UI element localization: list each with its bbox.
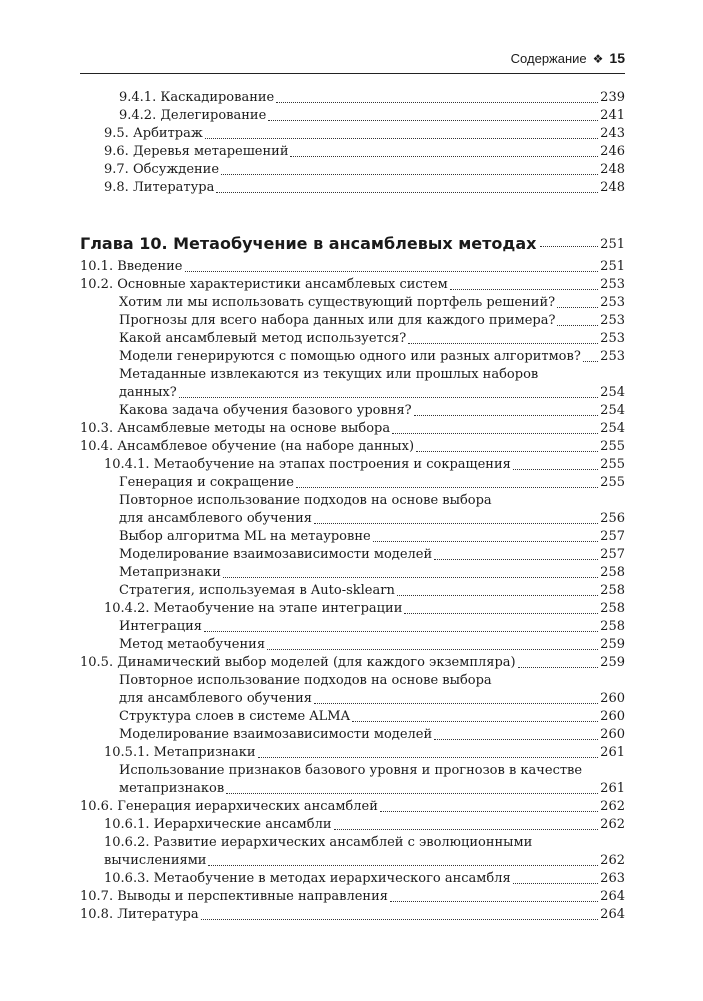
leader-dots <box>223 577 598 578</box>
toc-entry[interactable] <box>80 492 625 510</box>
toc-entry-title: Прогнозы для всего набора данных или для каждого примера? <box>119 313 556 328</box>
leader-dots <box>392 433 598 434</box>
toc-entry-title: 9.6. Деревья метарешений <box>104 144 289 159</box>
leader-dots <box>296 487 598 488</box>
running-header <box>80 50 625 70</box>
toc-entry[interactable] <box>80 89 625 107</box>
toc-entry-page: 260 <box>600 727 625 742</box>
toc-entry-page: 253 <box>600 277 625 292</box>
leader-dots <box>513 883 598 884</box>
leader-dots <box>221 174 598 175</box>
toc-entry[interactable] <box>80 456 625 474</box>
toc-entry-page: 255 <box>600 475 625 490</box>
toc-entry-page: 257 <box>600 547 625 562</box>
toc-entry-title: 10.1. Введение <box>80 259 183 274</box>
leader-dots <box>205 138 598 139</box>
toc-entry-title: Какова задача обучения базового уровня? <box>119 403 412 418</box>
toc-entry[interactable] <box>80 125 625 143</box>
toc-entry-title: Моделирование взаимозависимости моделей <box>119 547 433 562</box>
toc-entry-title: 9.4.2. Делегирование <box>119 108 267 123</box>
toc-entry[interactable] <box>80 708 625 726</box>
toc-entry-page: 255 <box>600 439 625 454</box>
toc-entry[interactable] <box>80 294 625 312</box>
toc-entry[interactable] <box>80 618 625 636</box>
toc-entry[interactable] <box>80 384 625 402</box>
leader-dots <box>204 631 598 632</box>
toc-entry[interactable] <box>80 582 625 600</box>
leader-dots <box>258 757 599 758</box>
toc-entry-page: 253 <box>600 349 625 364</box>
header-section-title: Содержание <box>510 51 587 66</box>
toc-entry-page: 258 <box>600 565 625 580</box>
toc-entry-title: Хотим ли мы использовать существующий портфель решений? <box>119 295 556 310</box>
toc-entry-title: вычислениями <box>104 853 207 868</box>
toc-entry-page: 239 <box>600 90 625 105</box>
toc-entry[interactable] <box>80 276 625 294</box>
toc-entry-page: 263 <box>600 871 625 886</box>
toc-entry-page: 253 <box>600 295 625 310</box>
header-rule <box>80 73 625 74</box>
toc-entry[interactable] <box>80 161 625 179</box>
toc-entry[interactable] <box>80 762 625 780</box>
toc-entry-page: 255 <box>600 457 625 472</box>
toc-entry-page: 248 <box>600 180 625 195</box>
leader-dots <box>290 156 598 157</box>
toc-entry-title: 10.6. Генерация иерархических ансамблей <box>80 799 378 814</box>
toc-entry-title: Повторное использование подходов на основе выбора <box>119 673 492 688</box>
chapter-page: 251 <box>600 237 625 252</box>
toc-entry-title: 10.2. Основные характеристики ансамблевых систем <box>80 277 448 292</box>
leader-dots <box>414 415 599 416</box>
toc-entry-title: 10.5.1. Метапризнаки <box>104 745 256 760</box>
toc-entry[interactable] <box>80 510 625 528</box>
toc-entry-title: Метаданные извлекаются из текущих или прошлых наборов <box>119 367 539 382</box>
leader-dots <box>518 667 599 668</box>
leader-dots <box>267 649 598 650</box>
toc-entry-page: 260 <box>600 709 625 724</box>
chapter-title: Глава 10. Метаобучение в ансамблевых методах <box>80 234 537 253</box>
toc-entry-page: 241 <box>600 108 625 123</box>
toc-entry-title: 10.6.1. Иерархические ансамбли <box>104 817 332 832</box>
toc-entry[interactable] <box>80 258 625 276</box>
toc-entry-page: 254 <box>600 403 625 418</box>
toc-entry-title: Модели генерируются с помощью одного или разных алгоритмов? <box>119 349 581 364</box>
leader-dots <box>380 811 598 812</box>
toc-entry[interactable] <box>80 438 625 456</box>
toc-entry-page: 257 <box>600 529 625 544</box>
toc-entry-page: 264 <box>600 907 625 922</box>
toc-entry-title: 10.5. Динамический выбор моделей (для каждого экземпляра) <box>80 655 516 670</box>
page-number: 15 <box>609 50 625 66</box>
toc-entry-title: Интеграция <box>119 619 202 634</box>
toc-entry-page: 261 <box>600 781 625 796</box>
leader-dots <box>404 613 598 614</box>
toc-entry-title: Использование признаков базового уровня и прогнозов в качестве <box>119 763 583 778</box>
toc-entry-page: 253 <box>600 331 625 346</box>
leader-dots <box>416 451 598 452</box>
toc-entry[interactable] <box>80 870 625 888</box>
toc-entry[interactable] <box>80 143 625 161</box>
toc-entry-title: 10.3. Ансамблевые методы на основе выбора <box>80 421 391 436</box>
leader-dots <box>185 271 599 272</box>
toc-entry-title: 9.5. Арбитраж <box>104 126 203 141</box>
toc-entry[interactable] <box>80 474 625 492</box>
toc-entry-title: 9.4.1. Каскадирование <box>119 90 275 105</box>
toc-entry-title: 10.7. Выводы и перспективные направления <box>80 889 388 904</box>
leader-dots <box>276 102 598 103</box>
toc-entry-page: 254 <box>600 421 625 436</box>
toc-entry-title: Метод метаобучения <box>119 637 266 652</box>
leader-dots <box>352 721 598 722</box>
leader-dots <box>390 901 598 902</box>
toc-entry-page: 262 <box>600 817 625 832</box>
leader-dots <box>226 793 598 794</box>
leader-dots <box>314 703 598 704</box>
leader-dots <box>201 919 599 920</box>
toc-entry[interactable] <box>80 744 625 762</box>
toc-entry-title: 10.6.3. Метаобучение в методах иерархического ансамбля <box>104 871 511 886</box>
toc-entry-title: 10.8. Литература <box>80 907 199 922</box>
leader-dots <box>583 361 598 362</box>
toc-entry[interactable] <box>80 564 625 582</box>
toc-entry-page: 243 <box>600 126 625 141</box>
diamond-icon: ❖ <box>592 52 604 66</box>
toc-entry-title: для ансамблевого обучения <box>119 511 312 526</box>
toc-entry-title: 10.4.1. Метаобучение на этапах построения и сокращения <box>104 457 511 472</box>
toc-entry-title: Повторное использование подходов на основе выбора <box>119 493 492 508</box>
toc-entry[interactable] <box>80 906 625 924</box>
leader-dots <box>540 246 598 247</box>
toc-entry-title: Метапризнаки <box>119 565 221 580</box>
toc-entry[interactable] <box>80 366 625 384</box>
toc-entry-page: 248 <box>600 162 625 177</box>
leader-dots <box>314 523 598 524</box>
toc-entry[interactable] <box>80 330 625 348</box>
toc-entry[interactable] <box>80 798 625 816</box>
toc-entry-page: 251 <box>600 259 625 274</box>
toc-list-previous-chapter <box>80 89 625 197</box>
toc-entry-title: 10.4. Ансамблевое обучение (на наборе данных) <box>80 439 415 454</box>
toc-entry[interactable] <box>80 528 625 546</box>
toc-entry[interactable] <box>80 726 625 744</box>
leader-dots <box>216 192 598 193</box>
toc-entry-title: Моделирование взаимозависимости моделей <box>119 727 433 742</box>
leader-dots <box>557 307 598 308</box>
toc-entry[interactable] <box>80 888 625 906</box>
leader-dots <box>334 829 599 830</box>
toc-entry-title: Структура слоев в системе ALMA <box>119 709 351 724</box>
leader-dots <box>557 325 598 326</box>
toc-list-chapter-10 <box>80 258 625 924</box>
leader-dots <box>268 120 598 121</box>
toc-entry[interactable] <box>80 780 625 798</box>
toc-entry-page: 258 <box>600 583 625 598</box>
toc-entry-page: 246 <box>600 144 625 159</box>
toc-entry[interactable] <box>80 179 625 197</box>
toc-entry-title: 9.7. Обсуждение <box>104 162 220 177</box>
toc-entry[interactable] <box>80 312 625 330</box>
leader-dots <box>397 595 598 596</box>
toc-entry[interactable] <box>80 690 625 708</box>
toc-entry-page: 259 <box>600 637 625 652</box>
toc-entry[interactable] <box>80 420 625 438</box>
toc-entry-page: 256 <box>600 511 625 526</box>
toc-entry[interactable] <box>80 834 625 852</box>
leader-dots <box>450 289 598 290</box>
leader-dots <box>408 343 598 344</box>
leader-dots <box>208 865 598 866</box>
chapter-heading[interactable] <box>80 229 625 253</box>
leader-dots <box>179 397 598 398</box>
toc-entry[interactable] <box>80 816 625 834</box>
toc-entry-title: Стратегия, используемая в Auto-sklearn <box>119 583 395 598</box>
toc-entry[interactable] <box>80 852 625 870</box>
toc-entry[interactable] <box>80 672 625 690</box>
toc-entry-page: 254 <box>600 385 625 400</box>
toc-entry-page: 261 <box>600 745 625 760</box>
toc-entry[interactable] <box>80 348 625 366</box>
toc-entry[interactable] <box>80 654 625 672</box>
toc-entry-title: 9.8. Литература <box>104 180 215 195</box>
toc-entry-page: 253 <box>600 313 625 328</box>
toc-entry-page: 262 <box>600 799 625 814</box>
toc-entry[interactable] <box>80 636 625 654</box>
toc-entry-title: метапризнаков <box>119 781 225 796</box>
leader-dots <box>434 739 598 740</box>
leader-dots <box>373 541 599 542</box>
toc-entry-page: 258 <box>600 601 625 616</box>
toc-entry-title: Генерация и сокращение <box>119 475 294 490</box>
leader-dots <box>513 469 598 470</box>
toc-entry-title: Выбор алгоритма ML на метауровне <box>119 529 371 544</box>
toc-entry-title: 10.6.2. Развитие иерархических ансамблей с эволюционными <box>104 835 533 850</box>
toc-entry-page: 264 <box>600 889 625 904</box>
toc-entry[interactable] <box>80 600 625 618</box>
toc-entry[interactable] <box>80 107 625 125</box>
toc-entry-page: 259 <box>600 655 625 670</box>
toc-entry-page: 260 <box>600 691 625 706</box>
toc-entry-page: 258 <box>600 619 625 634</box>
toc-entry-page: 262 <box>600 853 625 868</box>
toc-entry[interactable] <box>80 402 625 420</box>
toc-entry-title: для ансамблевого обучения <box>119 691 312 706</box>
toc-entry-title: 10.4.2. Метаобучение на этапе интеграции <box>104 601 403 616</box>
leader-dots <box>434 559 598 560</box>
toc-entry-title: данных? <box>119 385 177 400</box>
toc-entry[interactable] <box>80 546 625 564</box>
toc-entry-title: Какой ансамблевый метод используется? <box>119 331 407 346</box>
